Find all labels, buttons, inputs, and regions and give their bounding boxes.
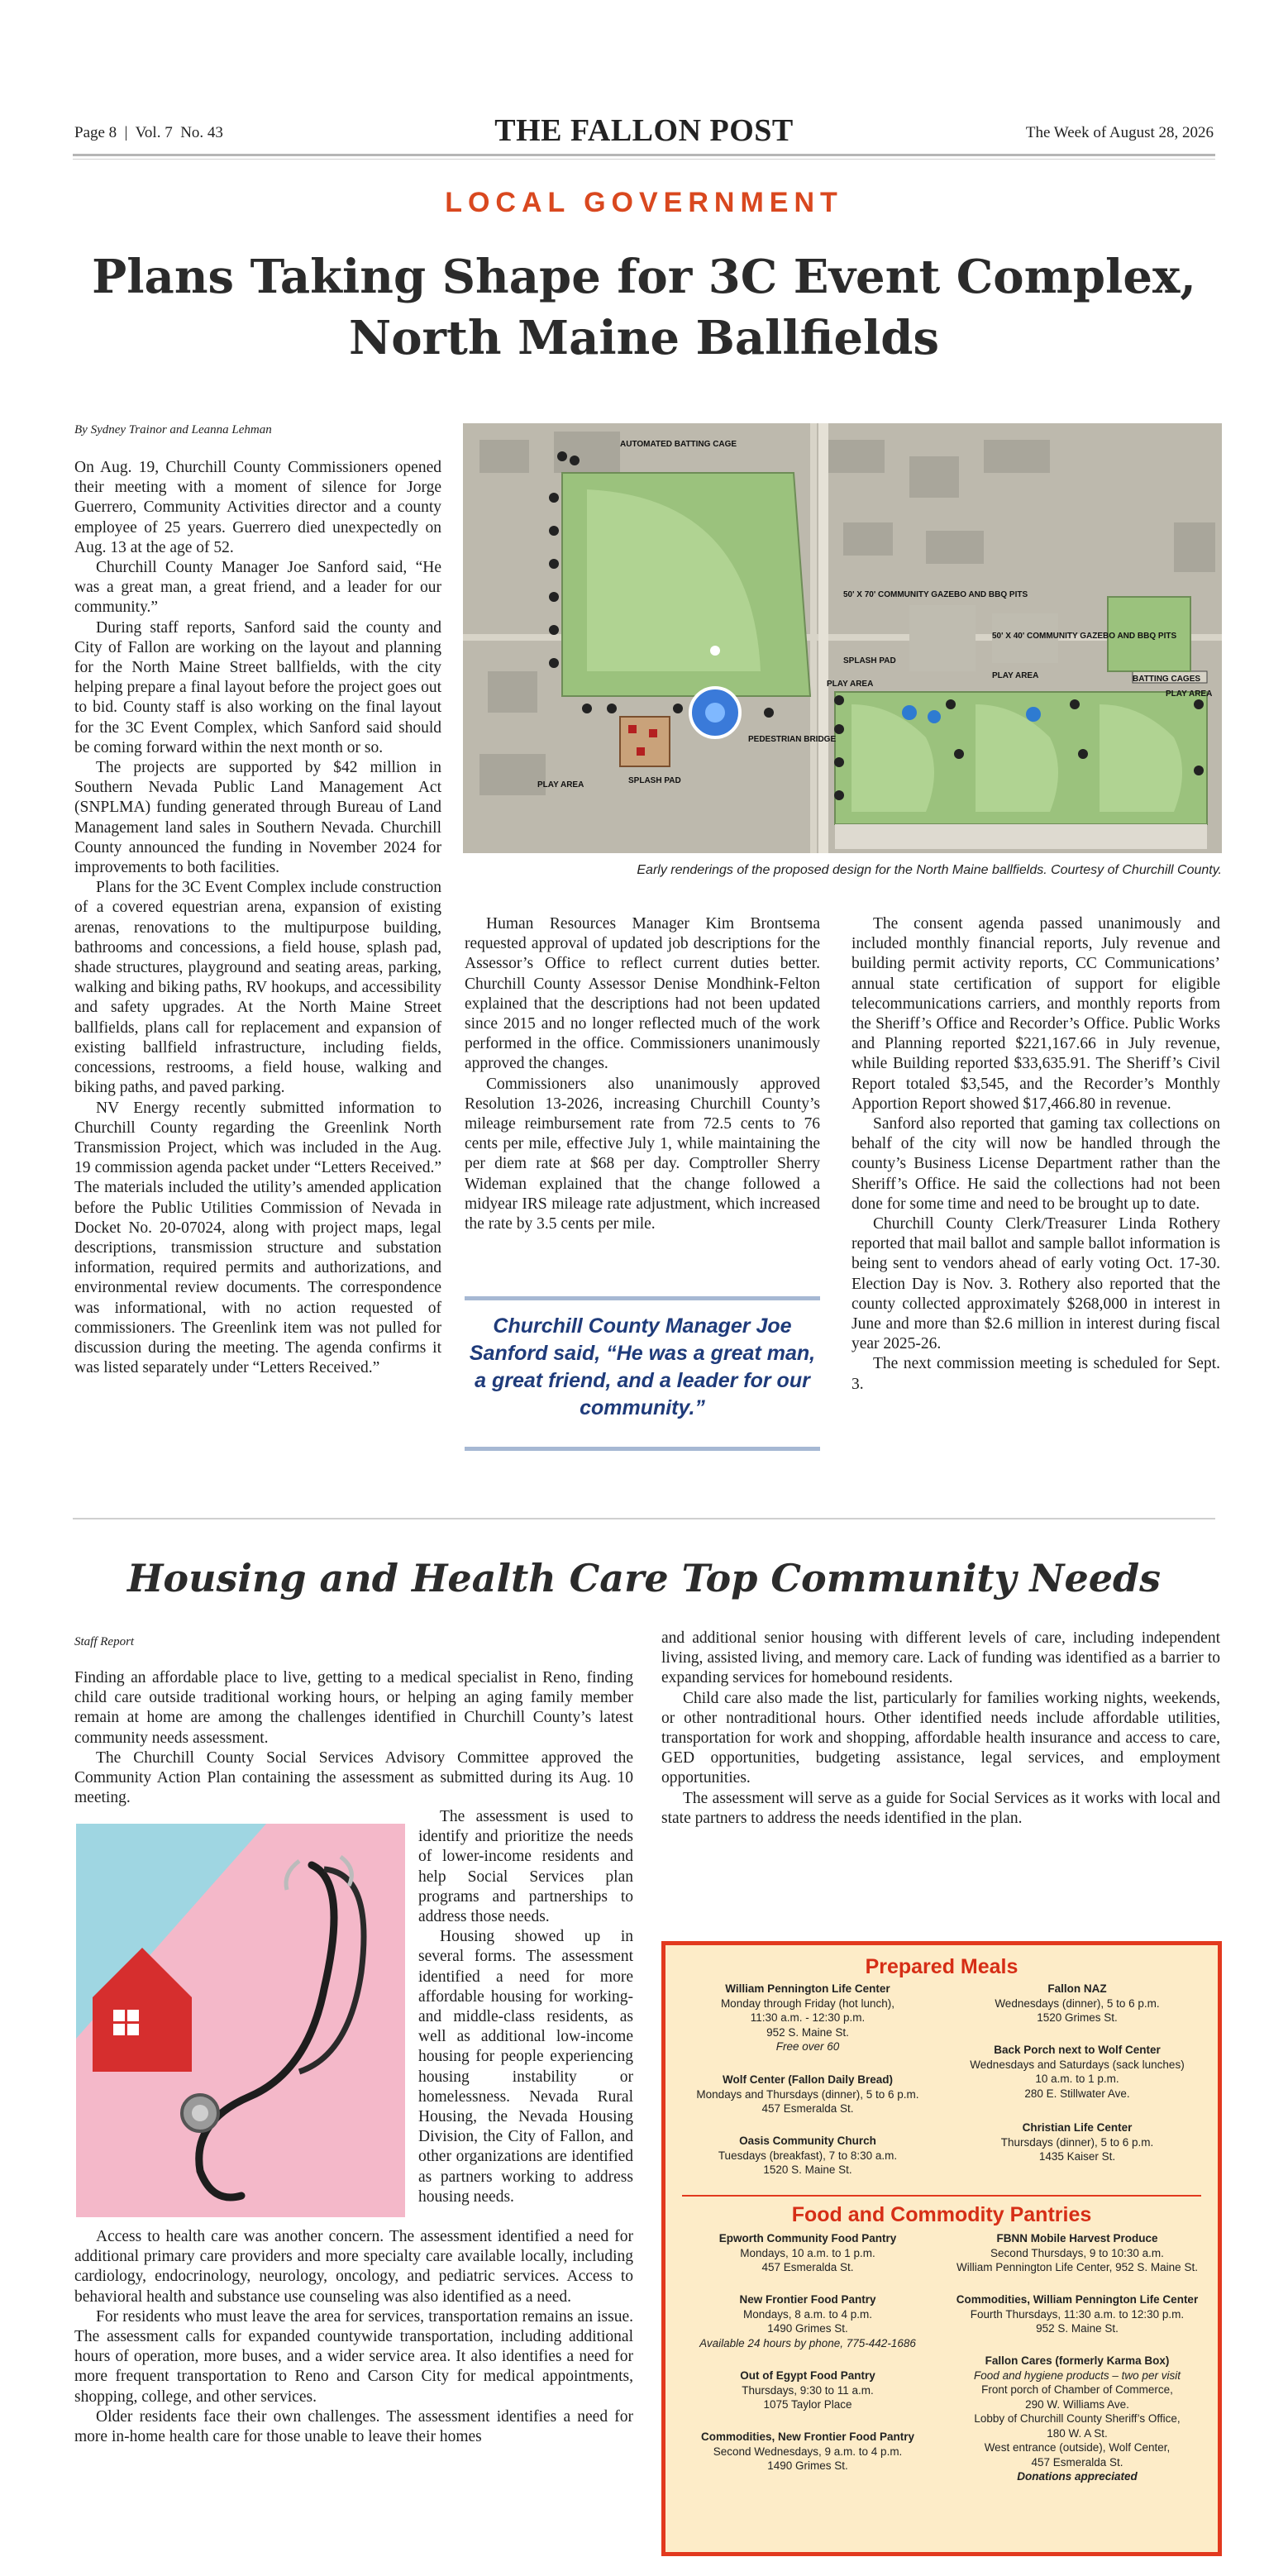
map-label-play-area-2: PLAY AREA [992,671,1039,680]
entry-line: Front porch of Chamber of Commerce, [981,2383,1173,2396]
article1-column-2 [465,914,820,1234]
entry-line: 1075 Taylor Place [763,2398,852,2411]
paragraph: Housing showed up in several forms. The assessment identified a need for more affordable housing for working- and middle-class residents, as well as additional low-income housing for people experiencing housing instability or homelessness. Nevada Rural Housing, the Nevada Housing Division, the City of Fallon, and other organizations are identified as partners working to address housing needs. [418,1928,633,2206]
entry-line: Thursdays, 9:30 to 11 a.m. [742,2383,874,2397]
entry-line: 290 W. Williams Ave. [1025,2397,1129,2411]
entry-line: 457 Esmeralda St. [761,2102,854,2115]
entry-line: Mondays, 10 a.m. to 1 p.m. [740,2246,875,2259]
pantry-entry [675,2430,940,2473]
entry-line: 10 a.m. to 1 p.m. [1035,2073,1119,2085]
pantries-heading: Food and Commodity Pantries [791,2203,1092,2226]
entry-line: 1520 Grimes St. [1037,2011,1118,2024]
paragraph: On Aug. 19, Churchill County Commissioners opened their meeting with a moment of silence for Jorge Guerrero, Community Activities director and a county employee of 25 years. Guerrero died unexpectedly on Aug. 13 at the age of 52. [74,459,441,556]
map-label-play-area-4: PLAY AREA [537,780,584,789]
pull-quote-rule-top [465,1296,820,1300]
masthead-rule [73,154,1215,156]
map-label-play-area-3: PLAY AREA [1166,689,1213,699]
entry-name: Out of Egypt Food Pantry [740,2369,875,2382]
article2-right-column [661,1629,1220,1829]
entry-note: Available 24 hours by phone, 775-442-1686 [699,2336,916,2349]
article2-headline: Housing and Health Care Top Community Needs [126,1556,1162,1600]
meal-entry [945,1982,1209,2025]
paragraph: The assessment is used to identify and prioritize the needs of lower-income residents and help Social Services plan programs and partnerships to address those needs. [418,1808,633,1926]
entry-line: 952 S. Maine St. [766,2025,849,2039]
pantry-entry [675,2368,940,2412]
article1-column-1 [74,458,441,1378]
paragraph: The consent agenda passed unanimously and included monthly financial reports, July revenue and building permit activity reports, CC Communications’ annual state certification of support for eligible telecommunications carriers, and monthly reports from the Sheriff’s Office and Recorder’s Office. Public Works and Planning reported $221,167.66 in July revenue, while Building reported $33,635.91. The Sheriff’s Civil Report totaled $3,545, and the Recorder’s Monthly Apportion Report showed $17,466.80 in revenue. [852,915,1220,1113]
map-label-pedestrian-bridge: PEDESTRIAN BRIDGE [748,735,837,744]
entry-name: Oasis Community Church [739,2135,876,2147]
paragraph: The projects are supported by $42 million in Southern Nevada Public Land Management Act (SNPLMA) funding generated through Bureau of Land Management land sales in Southern Nevada. Churchill County announced the funding in November 2024 for improvements to both facilities. [74,759,441,877]
food-resources-box [661,1941,1222,2556]
paragraph: NV Energy recently submitted information to Churchill County regarding the Greenlink North Transmission Project, which was included in the Aug. 19 commission agenda packet under “Letters Received.” The materials included the utility’s amended application before the Public Utilities Commission of Nevada in Docket No. 20-07024, along with project maps, legal descriptions, transmission structure and substation information, required permits and authorizations, and environmental review documents. The correspondence was informational, with no action requested of commissioners. The Greenlink item was not pulled for discussion during the meeting. The agenda confirms it was listed separately under “Letters Received.” [74,1099,441,1377]
entry-name: Christian Life Center [1022,2121,1133,2134]
paragraph: During staff reports, Sanford said the county and City of Fallon are working on the layout and planning for the North Maine Street ballfields, with the city helping prepare a final layout before the project goes out to bid. County staff is also working on the final layout for the 3C Event Complex, which Sanford said should be coming forward within the next month or so. [74,618,441,756]
map-label-splash-pad-2: SPLASH PAD [628,776,681,785]
entry-line: 457 Esmeralda St. [761,2261,854,2273]
entry-line: Mondays, 8 a.m. to 4 p.m. [742,2307,873,2321]
paragraph: For residents who must leave the area for services, transportation remains an issue. The assessment calls for expanded countywide transportation, including additional hours of operation, more buses, and a wider service area. It also identifies a need for more frequent transportation to Reno and Carson City for medical appointments, shopping, college, and other services. [74,2307,633,2406]
paragraph: Commissioners also unanimously approved Resolution 13-2026, increasing Churchill County’s mileage reimbursement rate from 72.5 cents to 76 cents per mile, effective July 1, while maintaining the per diem rate at $68 per day. Comptroller Sherry Wideman explained that the change followed a midyear IRS mileage rate adjustment, which increased the rate by 3.5 cents per mile. [465,1075,820,1233]
paragraph: Churchill County Clerk/Treasurer Linda Rothery reported that mail ballot and sample ballot information is being sent to vendors ahead of early voting Oct. 17-30. Election Day is Nov. 3. Rothery also reported that the county collected approximately $268,000 in interest in June and more than $2.6 million in interest during fiscal year 2025-26. [852,1215,1220,1353]
entry-line: 280 E. Stillwater Ave. [1024,2087,1130,2100]
pantry-entry [945,2292,1209,2336]
meal-entry [675,1982,940,2054]
map-label-batting-cages: BATTING CAGES [1133,675,1201,684]
article-headline [83,246,1205,369]
entry-line: 1520 S. Maine St. [763,2163,852,2176]
paragraph: Access to health care was another concern. The assessment identified a need for additional primary care providers and more specialty care available locally, including cardiology, endocrinology, neurology, oncology, and pediatric services. Access to behavioral health and substance use counseling was also identified as a need. [74,2228,633,2306]
entry-name: Epworth Community Food Pantry [718,2232,897,2244]
entry-line: 457 Esmeralda St. [1031,2455,1123,2469]
entry-line: 11:30 a.m. - 12:30 p.m. [750,2011,866,2024]
headline-line-2: North Maine Ballfields [349,311,939,365]
paragraph: The next commission meeting is scheduled for Sept. 3. [852,1355,1220,1393]
entry-name: Fallon NAZ [1047,1982,1107,1995]
entry-line: Fourth Thursdays, 11:30 a.m. to 12:30 p.m. [970,2307,1185,2321]
meal-entry [945,2120,1209,2164]
paragraph: and additional senior housing with different levels of care, including independent living, assisted living, and memory care. Lack of funding was identified as a barrier to expanding services for homebound residents. [661,1629,1220,1687]
meal-entry [675,2073,940,2116]
entry-name: Commodities, New Frontier Food Pantry [700,2431,915,2443]
paragraph: Churchill County Manager Joe Sanford said, “He was a great man, a great friend, and a leader for our community.” [74,559,441,617]
article2-below-photo [74,2227,633,2447]
section-label: LOCAL GOVERNMENT [445,187,843,218]
image-caption: Early renderings of the proposed design for the North Maine ballfields. Courtesy of Churchill County. [637,863,1222,877]
paragraph: Sanford also reported that gaming tax collections on behalf of the city will now be handled through the county’s Business License Department rather than the Sheriff’s Office. He said the collections had not been done for some time and need to be brought up to date. [852,1115,1220,1213]
paragraph: The Churchill County Social Services Advisory Committee approved the Community Action Plan containing the assessment as submitted during its Aug. 10 meeting. [74,1748,633,1807]
entry-line: 1490 Grimes St. [767,2322,848,2335]
paragraph: Plans for the 3C Event Complex include construction of a covered equestrian arena, expansion of existing arenas, renovations to the multipurpose building, bathrooms and concessions, a field house, splash pad, shade structures, playground and seating areas, parking, walking and biking paths, RV hookups, and accessibility and safety upgrades. At the North Maine Street ballfields, plans call for replacement and expansion of existing ballfield infrastructure, including fields, concessions, restrooms, a field house, walking and biking paths, and paved parking. [74,879,441,1097]
article2-beside-photo [418,1807,633,2207]
article-divider [73,1518,1215,1519]
paragraph: Human Resources Manager Kim Brontsema requested approval of updated job descriptions for the Assessor’s Office to reflect current duties better. Churchill County Assessor Denise Mondhink-Felton explained that the descriptions had not been updated since 2015 and no longer reflected much of the work performed in the office. Commissioners unanimously approved the changes. [465,915,820,1073]
paragraph: Older residents face their own challenges. The assessment identifies a need for more in-home health care for those unable to leave their homes [74,2407,633,2446]
ballfield-site-plan-image [463,423,1222,853]
article2-intro [74,1668,633,1808]
article1-column-3 [852,914,1220,1395]
entry-name: FBNN Mobile Harvest Produce [996,2232,1158,2244]
headline-line-1: Plans Taking Shape for 3C Event Complex, [92,250,1196,304]
entry-line: 1435 Kaiser St. [1038,2150,1116,2163]
pull-quote [465,1296,820,1452]
paragraph: Finding an affordable place to live, getting to a medical specialist in Reno, finding child care outside traditional working hours, or helping an aging family member remain at home are among the challenges identified in Churchill County’s latest community needs assessment. [74,1669,633,1747]
entry-line: West entrance (outside), Wolf Center, [984,2441,1171,2454]
map-label-splash-pad: SPLASH PAD [843,656,896,665]
page-info: Page 8 | Vol. 7 No. 43 [74,124,223,141]
map-label-gazebo-1: 50' X 70' COMMUNITY GAZEBO AND BBQ PITS [843,590,1028,599]
entry-line: 180 W. A St. [1047,2426,1108,2440]
entry-line: 1490 Grimes St. [767,2459,848,2472]
meal-entry [945,2043,1209,2101]
masthead-rule-thin [73,159,1215,160]
entry-name: Fallon Cares (formerly Karma Box) [985,2354,1170,2367]
entry-line: Wednesdays (dinner), 5 to 6 p.m. [995,1996,1160,2010]
entry-name: William Pennington Life Center [725,1982,890,1995]
entry-line: Monday through Friday (hot lunch), [720,1996,895,2010]
map-label-batting-cage: AUTOMATED BATTING CAGE [620,440,737,449]
entry-line: Second Thursdays, 9 to 10:30 a.m. [990,2246,1164,2259]
entry-line: Lobby of Churchill County Sheriff’s Office, [974,2412,1181,2425]
pantry-entry [945,2231,1209,2275]
entry-note: Food and hygiene products – two per visit [974,2368,1181,2382]
box-separator [682,2195,1201,2197]
entry-line: 952 S. Maine St. [1036,2322,1119,2335]
entry-name: Wolf Center (Fallon Daily Bread) [722,2073,894,2086]
issue-date: The Week of August 28, 2026 [1025,124,1214,141]
entry-note: Free over 60 [775,2040,840,2053]
pantry-entry [675,2292,940,2350]
entry-name: New Frontier Food Pantry [739,2293,876,2306]
entry-line: Mondays and Thursdays (dinner), 5 to 6 p.m. [696,2087,919,2101]
entry-line: Thursdays (dinner), 5 to 6 p.m. [1000,2135,1154,2149]
article2-byline: Staff Report [74,1635,135,1648]
entry-note: Donations appreciated [1017,2470,1138,2483]
map-label-gazebo-2: 50' X 40' COMMUNITY GAZEBO AND BBQ PITS [992,632,1177,641]
entry-name: Commodities, William Pennington Life Center [956,2293,1199,2306]
pantry-entry [675,2231,940,2275]
meal-entry [675,2134,940,2178]
article-byline: By Sydney Trainor and Leanna Lehman [74,423,272,436]
pull-quote-text: Churchill County Manager Joe Sanford said, “He was a great man, a great friend, and a leader for our community.” [469,1314,816,1419]
paragraph: The assessment will serve as a guide for Social Services as it works with local and state partners to address the needs identified in the plan. [661,1789,1220,1827]
stethoscope-house-photo [76,1824,405,2217]
newspaper-title: THE FALLON POST [494,113,794,148]
entry-line: Tuesdays (breakfast), 7 to 8:30 a.m. [718,2149,898,2162]
entry-line: Second Wednesdays, 9 a.m. to 4 p.m. [713,2445,903,2458]
entry-line: William Pennington Life Center, 952 S. Maine St. [956,2261,1198,2273]
entry-line: Wednesdays and Saturdays (sack lunches) [970,2058,1185,2071]
pull-quote-rule-bottom [465,1447,820,1451]
map-label-play-area: PLAY AREA [827,680,874,689]
paragraph: Child care also made the list, particularly for families working nights, weekends, or other nontraditional hours. Other identified needs include affordable utilities, transportation for work and shopping, affordable health insurance and access to care, GED opportunities, budgeting assistance, legal services, and employment opportunities. [661,1689,1220,1787]
pantry-entry [945,2354,1209,2484]
prepared-meals-heading: Prepared Meals [865,1955,1018,1978]
entry-name: Back Porch next to Wolf Center [994,2044,1161,2056]
